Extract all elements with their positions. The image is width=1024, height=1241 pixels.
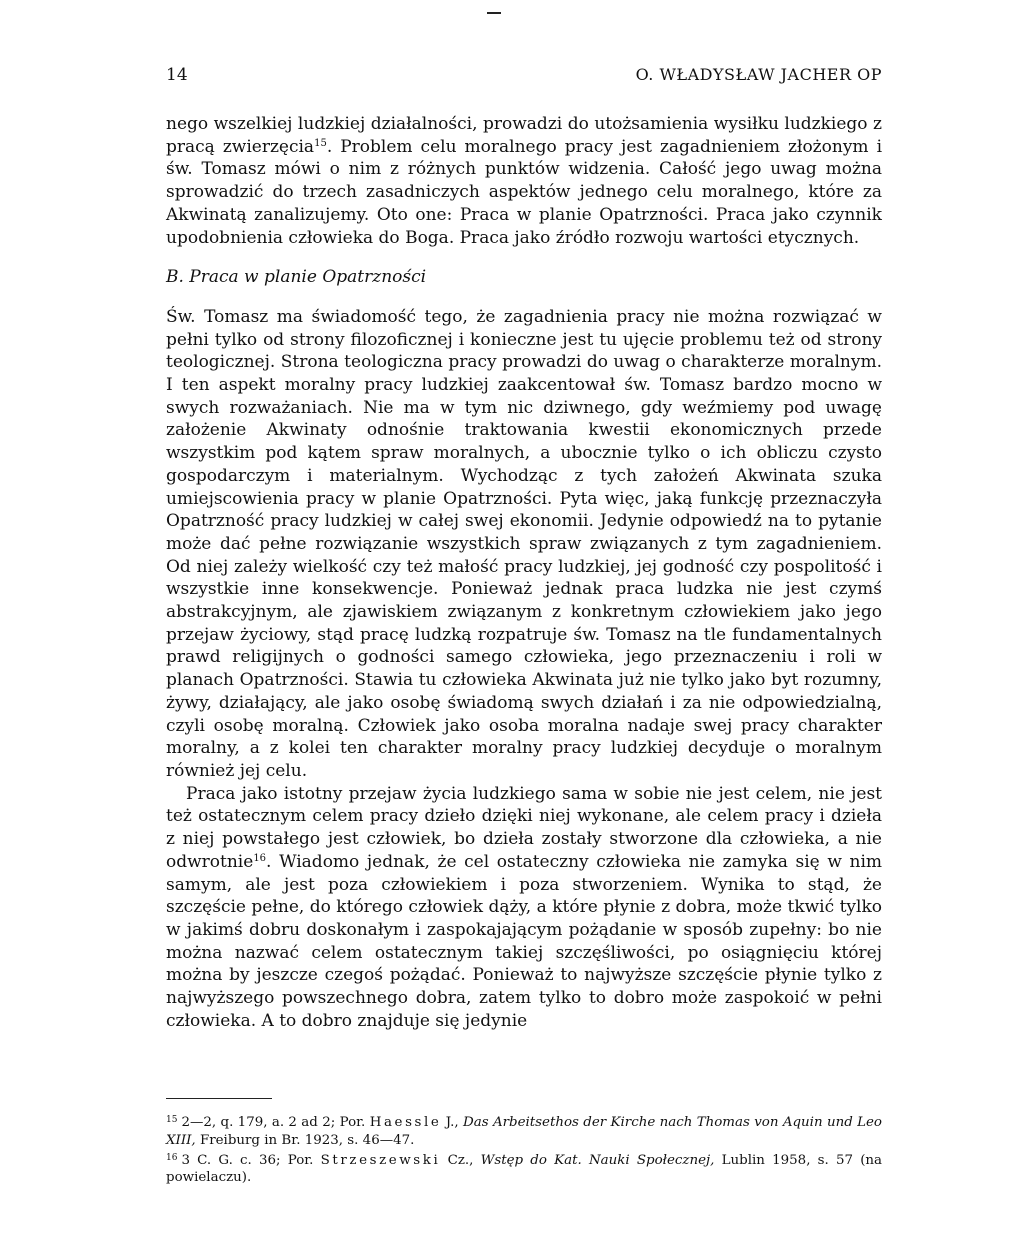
footnote-text: Cz., (447, 1152, 474, 1168)
footnote-text: Lublin 1958, s. 57 (na powielaczu). (166, 1152, 883, 1186)
footnote-mark: 15 (166, 1115, 178, 1125)
footnote-mark: 16 (166, 1152, 178, 1163)
paragraph-1-text-a: nego wszelkiej ludzkiej działalności, prowadzi do utożsamienia wysiłku ludzkiego z pracą zwierzęcia (166, 114, 882, 157)
paragraph-3-text-a: Praca jako istotny przejaw życia ludzkiego sama w sobie nie jest celem, nie jest też ostatecznym celem pracy dzieło dzięki niej wykonane, ale celem pracy i dzieła z niej powstałego jest człowiek, bo dzieła zostały stworzone dla człowieka, a nie odwrotnie (166, 783, 882, 872)
body-text (166, 113, 882, 1032)
footnote-text: 2—2, q. 179, a. 2 ad 2; Por. (181, 1115, 366, 1130)
footnotes (166, 1112, 882, 1187)
top-print-mark (487, 12, 501, 14)
footnote-ref-16: 16 (253, 852, 267, 864)
footnote-author: Strzeszewski (320, 1152, 441, 1168)
footnote-text: Freiburg in Br. 1923, s. 46—47. (199, 1132, 415, 1148)
paragraph-3 (166, 783, 882, 1033)
footnote-author: Haessle (369, 1115, 442, 1130)
footnote-text: J., (445, 1115, 459, 1130)
footnote-title: Wstęp do Kat. Nauki Społecznej, (480, 1152, 715, 1168)
page-number: 14 (166, 65, 188, 85)
paragraph-1 (166, 113, 882, 249)
paragraph-2: Św. Tomasz ma świadomość tego, że zagadnienia pracy nie można rozwiązać w pełni tylko od strony filozoficznej i konieczne jest tu ujęcie problemu też od strony teologicznej. Strona teologiczna pracy prowadzi do uwag o charakterze moralnym. I ten aspekt moralny pracy ludzkiej zaakcentował św. Tomasz bardzo mocno w swych rozważaniach. Nie ma w tym nic dziwnego, gdy weźmiemy pod uwagę założenie Akwinaty odnośnie traktowania kwestii ekonomicznych przede wszystkim pod kątem spraw moralnych, a ubocznie tylko o ich obliczu czysto gospodarczym i materialnym. Wychodząc z tych założeń Akwinata szuka umiejscowienia pracy w planie Opatrzności. Pyta więc, jaką funkcję przeznaczyła Opatrzność pracy ludzkiej w całej swej ekonomii. Jedynie odpowiedź na to pytanie może dać pełne rozwiązanie wszystkich spraw związanych z tym zagadnieniem. Od niej zależy wielkość czy też małość pracy ludzkiej, jej godność czy pospolitość i wszystkie inne konsekwencje. Ponieważ jednak praca ludzka nie jest czymś abstrakcyjnym, ale zjawiskiem związanym z konkretnym człowiekiem jako jego przejaw życiowy, stąd pracę ludzką rozpatruje św. Tomasz na tle fundamentalnych prawd religijnych o godności samego człowieka, jego przeznaczeniu i roli w planach Opatrzności. Stawia tu człowieka Akwinata już nie tylko jako byt rozumny, żywy, działający, ale jako osobę świadomą swych działań i za nie odpowiedzialną, czyli osobę moralną. Człowiek jako osoba moralna nadaje swej pracy charakter moralny, a z kolei ten charakter moralny pracy ludzkiej decyduje o moralnym również jej celu. (166, 306, 882, 781)
paragraph-3-text-b: . Wiadomo jednak, że cel ostateczny człowieka nie zamyka się w nim samym, ale jest poza człowiekiem i poza stworzeniem. Wynika to stąd, że szczęście pełne, do którego człowiek dąży, a które płynie z dobra, może tkwić tylko w jakimś dobru doskonałym i zaspokajającym pożądanie w sposób zupełny: bo nie można nazwać celem ostatecznym takiej szczęśliwości, po osiągnięciu której można by jeszcze czegoś pożądać. Ponieważ to najwyższe szczęście płynie tylko z najwyższego powszechnego dobra, zatem tylko to dobro może zaspokoić w pełni człowieka. A to dobro znajduje się jedynie (166, 851, 882, 1031)
footnote-text: 3 C. G. c. 36; Por. (181, 1152, 314, 1168)
running-head: O. WŁADYSŁAW JACHER OP (635, 65, 882, 84)
paragraph-1-text-b: . Problem celu moralnego pracy jest zagadnieniem złożonym i św. Tomasz mówi o nim z różnych punktów widzenia. Całość jego uwag można sprowadzić do trzech zasadniczych aspektów jednego celu moralnego, które za Akwinatą zanalizujemy. Oto one: Praca w planie Opatrzności. Praca jako czynnik upodobnienia człowieka do Boga. Praca jako źródło rozwoju wartości etycznych. (166, 136, 883, 248)
section-heading: B. Praca w planie Opatrzności (166, 267, 427, 288)
footnote-15 (166, 1112, 882, 1150)
footnote-ref-15: 15 (314, 137, 327, 149)
footnote-16 (166, 1150, 882, 1188)
footnote-rule (166, 1098, 272, 1099)
footnote-title: Das Arbeitsethos der Kirche nach Thomas von Aquin und Leo XIII, (166, 1115, 882, 1148)
